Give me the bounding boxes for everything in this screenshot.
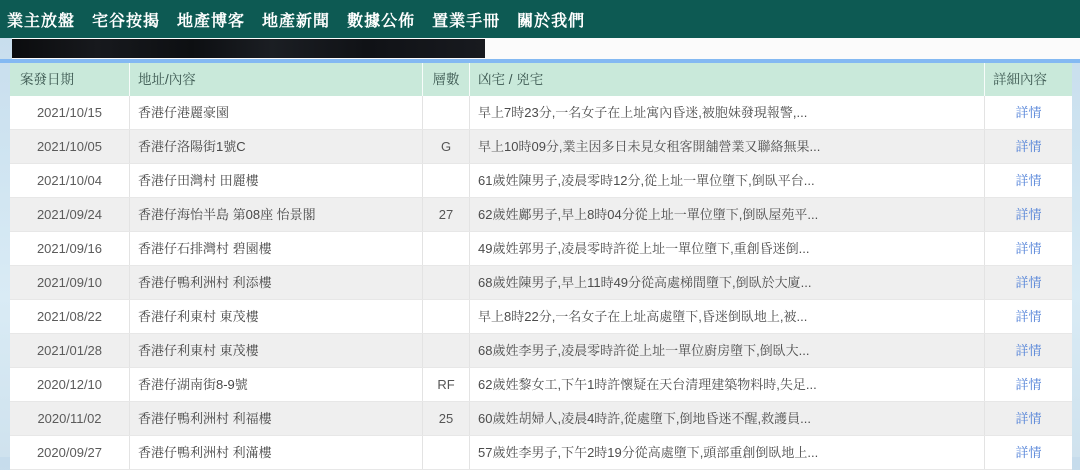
header-floor: 層數 — [423, 63, 470, 96]
table-body — [10, 96, 1072, 470]
cell-case-date: 2020/12/10 — [10, 368, 130, 401]
nav-item-data-release[interactable]: 數據公佈 — [347, 12, 416, 30]
nav-item-about-us[interactable]: 關於我們 — [517, 12, 586, 30]
cell-address: 香港仔鴨利洲村 利福樓 — [130, 402, 423, 435]
table-row — [10, 232, 1072, 266]
cell-address: 香港仔港麗豪園 — [130, 96, 423, 129]
table-row — [10, 334, 1072, 368]
nav-item-property-blog[interactable]: 地產博客 — [177, 12, 246, 30]
cell-floor: 25 — [423, 402, 470, 435]
header-detail: 詳細內容 — [993, 72, 1047, 87]
cell-incident: 62歲姓黎女工,下午1時許懷疑在天台清理建築物料時,失足... — [470, 368, 985, 401]
detail-link[interactable]: 詳情 — [1015, 275, 1042, 290]
cell-floor — [423, 266, 470, 299]
cell-floor — [423, 232, 470, 265]
cell-incident: 早上8時22分,一名女子在上址高處墮下,昏迷倒臥地上,被... — [470, 300, 985, 333]
table-row — [10, 266, 1072, 300]
cell-case-date: 2021/10/05 — [10, 130, 130, 163]
cell-address: 香港仔田灣村 田麗樓 — [130, 164, 423, 197]
table-row — [10, 198, 1072, 232]
cell-incident: 68歲姓陳男子,早上11時49分從高處梯間墮下,倒臥於大廈... — [470, 266, 985, 299]
table-row — [10, 96, 1072, 130]
cell-address: 香港仔洛陽街1號C — [130, 130, 423, 163]
detail-link[interactable]: 詳情 — [1015, 207, 1042, 222]
table-row — [10, 368, 1072, 402]
header-address: 地址/內容 — [130, 63, 423, 96]
cell-case-date: 2021/01/28 — [10, 334, 130, 367]
cell-address: 香港仔利東村 東茂樓 — [130, 300, 423, 333]
table-row — [10, 402, 1072, 436]
table-header-row — [10, 63, 1072, 96]
cell-incident: 61歲姓陳男子,凌晨零時12分,從上址一單位墮下,倒臥平台... — [470, 164, 985, 197]
cell-incident: 57歲姓李男子,下午2時19分從高處墮下,頭部重創倒臥地上... — [470, 436, 985, 469]
cell-case-date: 2021/10/15 — [10, 96, 130, 129]
table-row — [10, 164, 1072, 198]
cell-floor — [423, 96, 470, 129]
cell-floor: 27 — [423, 198, 470, 231]
cell-address: 香港仔鴨利洲村 利滿樓 — [130, 436, 423, 469]
cell-floor: G — [423, 130, 470, 163]
detail-link[interactable]: 詳情 — [1015, 377, 1042, 392]
detail-link[interactable]: 詳情 — [1015, 105, 1042, 120]
cell-case-date: 2021/09/10 — [10, 266, 130, 299]
cell-floor: RF — [423, 368, 470, 401]
cell-case-date: 2021/08/22 — [10, 300, 130, 333]
table-row — [10, 130, 1072, 164]
cell-case-date: 2020/09/27 — [10, 436, 130, 469]
cell-incident: 49歲姓郭男子,凌晨零時許從上址一單位墮下,重創昏迷倒... — [470, 232, 985, 265]
nav-item-mortgage[interactable]: 宅谷按揭 — [92, 12, 161, 30]
header-incident: 凶宅 / 兇宅 — [470, 63, 985, 96]
detail-link[interactable]: 詳情 — [1015, 343, 1042, 358]
haunted-house-table — [10, 63, 1072, 470]
cell-floor — [423, 436, 470, 469]
cell-case-date: 2020/11/02 — [10, 402, 130, 435]
detail-link[interactable]: 詳情 — [1015, 445, 1042, 460]
detail-link[interactable]: 詳情 — [1015, 241, 1042, 256]
header-case-date: 案發日期 — [10, 63, 130, 96]
cell-floor — [423, 164, 470, 197]
table-row — [10, 300, 1072, 334]
cell-incident: 68歲姓李男子,凌晨零時許從上址一單位廚房墮下,倒臥大... — [470, 334, 985, 367]
cell-address: 香港仔石排灣村 碧園樓 — [130, 232, 423, 265]
detail-link[interactable]: 詳情 — [1015, 309, 1042, 324]
cell-case-date: 2021/09/24 — [10, 198, 130, 231]
cell-case-date: 2021/10/04 — [10, 164, 130, 197]
cell-incident: 早上10時09分,業主因多日未見女租客開舖營業又聯絡無果... — [470, 130, 985, 163]
nav-item-buyer-handbook[interactable]: 置業手冊 — [432, 12, 501, 30]
cell-address: 香港仔湖南街8-9號 — [130, 368, 423, 401]
cell-floor — [423, 300, 470, 333]
detail-link[interactable]: 詳情 — [1015, 173, 1042, 188]
nav-item-property-news[interactable]: 地產新聞 — [262, 12, 331, 30]
cell-address: 香港仔海怡半島 第08座 怡景閣 — [130, 198, 423, 231]
cell-address: 香港仔利東村 東茂樓 — [130, 334, 423, 367]
cell-address: 香港仔鴨利洲村 利添樓 — [130, 266, 423, 299]
detail-link[interactable]: 詳情 — [1015, 411, 1042, 426]
table-row — [10, 436, 1072, 470]
cell-case-date: 2021/09/16 — [10, 232, 130, 265]
cell-incident: 早上7時23分,一名女子在上址寓內昏迷,被胞妹發現報警,... — [470, 96, 985, 129]
banner-photo — [12, 39, 485, 58]
cell-floor — [423, 334, 470, 367]
cell-incident: 62歲姓鄺男子,早上8時04分從上址一單位墮下,倒臥屋苑平... — [470, 198, 985, 231]
detail-link[interactable]: 詳情 — [1015, 139, 1042, 154]
top-navbar — [0, 0, 1080, 38]
nav-item-owner-listings[interactable]: 業主放盤 — [7, 12, 76, 30]
cell-incident: 60歲姓胡婦人,凌晨4時許,從處墮下,倒地昏迷不醒,救護員... — [470, 402, 985, 435]
